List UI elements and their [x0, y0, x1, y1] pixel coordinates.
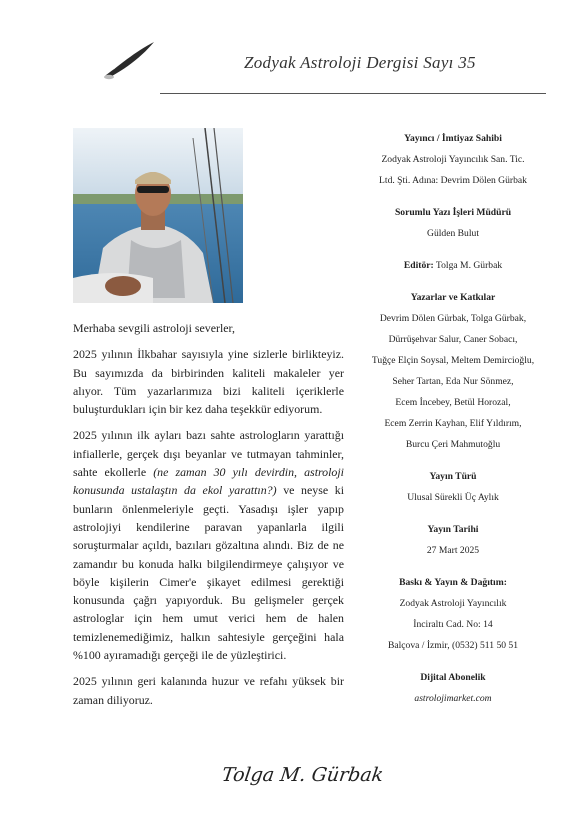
editorial-article: [73, 319, 344, 717]
publication-type-value: Ulusal Sürekli Üç Aylık: [407, 492, 499, 503]
editor-line: [355, 255, 551, 276]
publication-date-value: 27 Mart 2025: [426, 545, 480, 556]
editor-in-chief-name: Gülden Bulut: [427, 228, 479, 239]
editor-name: Tolga M. Gürbak: [433, 260, 503, 271]
writers-line: Seher Tartan, Eda Nur Sönmez,: [392, 376, 514, 387]
digital-subscription-heading: Dijital Abonelik: [420, 672, 486, 683]
digital-subscription-link[interactable]: astrolojimarket.com: [414, 693, 492, 704]
imprint-column: [355, 128, 551, 709]
paragraph-1: 2025 yılının İlkbahar sayısıyla yine sizlerle birlikteyiz. Bu sayımızda da birbirinden kaliteli makaleler yer alıyor. Tüm yazarlarımıza bizi kaliteli içeriklerle buluşturdukları için bir kez daha teşekkür ediyorum.: [73, 347, 344, 417]
header-divider: [160, 93, 546, 94]
editor-photo: [73, 128, 243, 303]
paragraph-2: [73, 426, 344, 664]
writers-line: Tuğçe Elçin Soysal, Meltem Demircioğlu,: [371, 355, 535, 366]
writers-line: Burcu Çeri Mahmutoğlu: [405, 439, 501, 450]
publisher-heading: Yayıncı / İmtiyaz Sahibi: [404, 133, 502, 144]
writers-line: Dürrüşehvar Salur, Caner Sobacı,: [388, 334, 518, 345]
publication-type-heading: Yayın Türü: [429, 471, 477, 482]
paragraph-3: 2025 yılının geri kalanında huzur ve refahı yüksek bir zaman diliyoruz.: [73, 674, 344, 707]
editor-in-chief-heading: Sorumlu Yazı İşleri Müdürü: [394, 207, 512, 218]
print-line-1: Zodyak Astroloji Yayıncılık: [399, 598, 507, 609]
writers-heading: Yazarlar ve Katkılar: [410, 292, 496, 303]
greeting: Merhaba sevgili astroloji severler,: [73, 321, 235, 335]
publication-date-heading: Yayın Tarihi: [427, 524, 479, 535]
print-line-2: İnciraltı Cad. No: 14: [413, 619, 493, 630]
paragraph-2-part-2: ve neyse ki bunların önlenmeleriyle geçti. Yasadışı işler yapıp astrolojiyi kendilerine paravan yapanlarla ilgili soruşturmalar açıldı, bazıları gözaltına alındı. Biz de ne zamandır bu konuda halkı bilgilendirmeye çalışıyor ve böyle kişilerin Cimer'e şikayet edilmesi gerektiği konusunda çağrı yapıyorduk. Bu gelişmeler gerçek astrologlar için hem umut verici hem de halen temizlenemediğimiz, halkın sahtesiyle gerçeğini hala %100 ayıramadığı gerçeği ile de yüzleştirici.: [73, 483, 345, 663]
writers-line: Ecem Zerrin Kayhan, Elif Yıldırım,: [384, 418, 522, 429]
print-distribution-heading: Baskı & Yayın & Dağıtım:: [399, 577, 507, 588]
magazine-title: Zodyak Astroloji Dergisi Sayı 35: [244, 53, 476, 72]
writers-line: Ecem İncebey, Betül Horozal,: [395, 397, 511, 408]
writers-line: Devrim Dölen Gürbak, Tolga Gürbak,: [379, 313, 527, 324]
publisher-line-2: Ltd. Şti. Adına: Devrim Dölen Gürbak: [379, 175, 527, 186]
editor-label: Editör:: [403, 260, 434, 271]
signature: Tolga M. Gürbak: [220, 764, 385, 786]
publisher-line-1: Zodyak Astroloji Yayıncılık San. Tic.: [381, 154, 525, 165]
quill-pen-icon: [100, 40, 158, 82]
paragraph-2-part-1: 2025 yılının ilk ayları bazı sahte astrologların yarattığı infiallerle, gerçek dışı beyanlar ve tutmayan tahminler, sahte ekollerle: [73, 428, 344, 480]
paragraph-2-italic: (ne zaman 30 yılı devirdin, astroloji konusunda ustalaştın da ekol yarattın?): [73, 465, 344, 498]
print-line-3: Balçova / İzmir, (0532) 511 50 51: [387, 640, 519, 651]
